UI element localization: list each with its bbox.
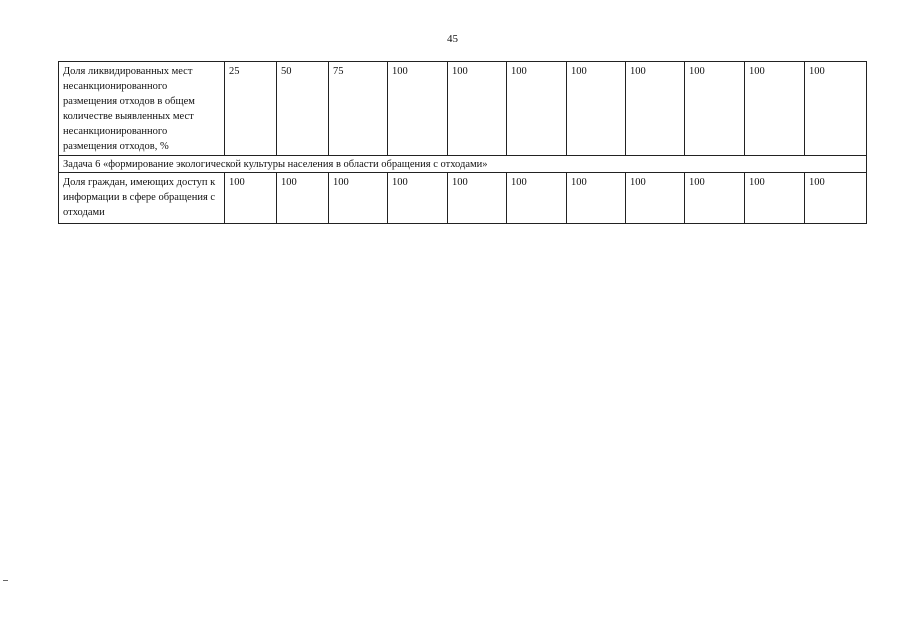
task-heading: Задача 6 «формирование экологической культуры населения в области обращения с отходами» — [59, 156, 867, 173]
table-cell: 100 — [329, 173, 388, 224]
table-cell: 100 — [626, 62, 685, 156]
task-row — [59, 156, 867, 173]
table-cell: 100 — [685, 173, 745, 224]
table-cell: 100 — [507, 173, 567, 224]
table-cell: 100 — [448, 173, 507, 224]
table-cell: 100 — [225, 173, 277, 224]
table-cell: 50 — [277, 62, 329, 156]
table-cell: 100 — [567, 62, 626, 156]
table-cell: 100 — [745, 62, 805, 156]
table-cell: 100 — [626, 173, 685, 224]
table-row — [59, 62, 867, 156]
table-cell: 25 — [225, 62, 277, 156]
table-row — [59, 173, 867, 224]
table-cell: 100 — [277, 173, 329, 224]
table-cell: 100 — [805, 62, 867, 156]
table-cell: 100 — [745, 173, 805, 224]
margin-mark — [3, 580, 8, 581]
table-cell: 75 — [329, 62, 388, 156]
table-cell: 100 — [685, 62, 745, 156]
table-cell: 100 — [805, 173, 867, 224]
table-cell: 100 — [448, 62, 507, 156]
page-number: 45 — [447, 33, 458, 45]
table-cell: 100 — [388, 173, 448, 224]
table-cell: 100 — [567, 173, 626, 224]
row-label: Доля граждан, имеющих доступ к информации в сфере обращения с отходами — [59, 173, 225, 224]
table-cell: 100 — [388, 62, 448, 156]
row-label: Доля ликвидированных мест несанкционированного размещения отходов в общем количестве выявленных мест несанкционированного размещения отходов, % — [59, 62, 225, 156]
table-cell: 100 — [507, 62, 567, 156]
indicators-table — [58, 61, 867, 224]
